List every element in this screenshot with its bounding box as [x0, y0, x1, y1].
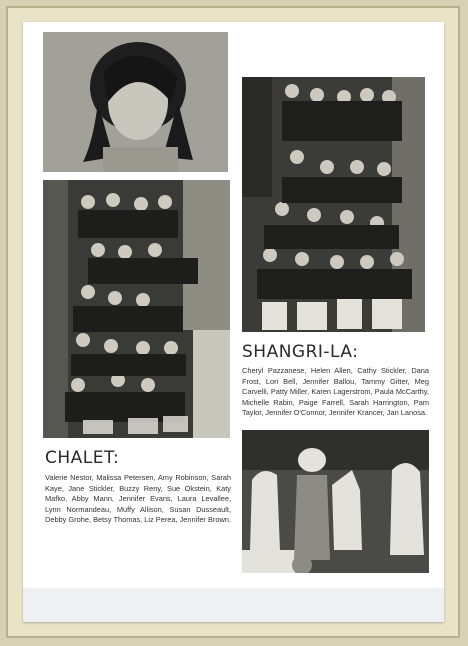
- portrait-photo: [43, 32, 228, 172]
- shangri-la-heading: SHANGRI-LA:: [242, 342, 359, 362]
- chalet-heading: CHALET:: [45, 448, 120, 468]
- chalet-names: Valerie Nestor, Malissa Petersen, Amy Robinson, Sarah Kaye, Jane Stickler, Buzzy Reny, Sue Okstein, Katy Mafko, Abby Mann, Jennifer Evans, Laura Levallee, Lynn Normandeau, Muffy Allison, Susan Dusseault, Debby Grohe, Betsy Thomas, Liz Perea, Jennifer Brown.: [45, 473, 231, 525]
- shangri-la-names: Cheryl Pazzanese, Helen Allen, Cathy Stickler, Dana Frost, Lori Bell, Jennifer Ballou, Tammy Gitter, Meg Carvelli, Patty Miller, Karen Lagerstrom, Paula McCarthy, Michelle Rabin, Paige Farrell, Sarah Harrington, Pam Taylor, Jennifer O'Connor, Jennifer Krancer, Jan Lanosa.: [242, 366, 429, 418]
- costume-photo: [242, 430, 429, 573]
- page-bottom-margin: [23, 588, 444, 622]
- shangri-la-group-photo: [242, 77, 425, 332]
- chalet-group-photo: [43, 180, 230, 438]
- yearbook-page: [23, 22, 444, 622]
